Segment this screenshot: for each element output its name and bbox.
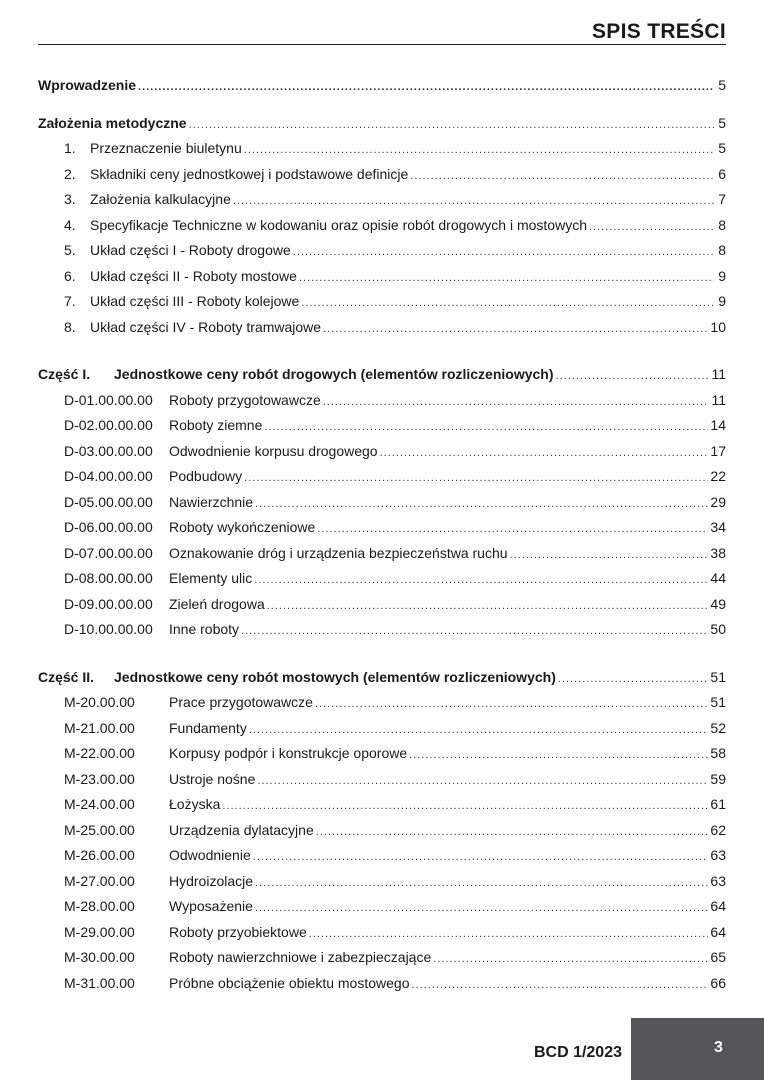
toc-page-number: 34 — [710, 519, 726, 535]
toc-entry-code: D-03.00.00.00 — [64, 442, 153, 459]
dot-leader — [317, 515, 708, 543]
toc-entry-code: M-21.00.00 — [64, 719, 135, 736]
toc-entry-label: Wyposażenie — [169, 898, 253, 914]
toc-page-number: 44 — [710, 570, 726, 586]
toc-entry-code: D-01.00.00.00 — [64, 391, 153, 408]
issue-label: BCD 1/2023 — [533, 1044, 622, 1061]
toc-entry-label: Prace przygotowawcze — [169, 694, 313, 710]
toc-entry-label: Łożyska — [169, 796, 221, 812]
toc-entry[interactable] — [38, 213, 726, 239]
toc-page-number: 9 — [718, 267, 726, 284]
dot-leader — [255, 869, 708, 897]
toc-section-methodology[interactable] — [38, 111, 726, 137]
toc-entry-number: 2. — [64, 165, 76, 182]
toc-entry[interactable] — [38, 566, 726, 592]
toc-page-number: 11 — [711, 391, 726, 408]
dot-leader — [409, 741, 708, 769]
toc-entry-label: Roboty nawierzchniowe i zabezpieczające — [169, 949, 432, 965]
dot-leader — [257, 767, 708, 795]
toc-page-number: 8 — [718, 242, 726, 258]
toc-page-number: 65 — [710, 949, 726, 965]
toc-section-label: Założenia metodyczne — [38, 114, 187, 131]
toc-page-number: 52 — [710, 719, 726, 736]
toc-entry-label: Elementy ulic — [169, 570, 253, 586]
toc-entry-code: D-06.00.00.00 — [64, 519, 153, 535]
toc-entry[interactable] — [38, 792, 726, 818]
page-title: SPIS TREŚCI — [592, 20, 726, 43]
toc-entry-label: Założenia kalkulacyjne — [90, 191, 231, 207]
toc-entry[interactable] — [38, 490, 726, 516]
toc-entry[interactable] — [38, 439, 726, 465]
toc-entry-code: M-24.00.00 — [64, 796, 135, 812]
toc-entry-code: D-04.00.00.00 — [64, 468, 153, 484]
toc-page-number: 38 — [710, 544, 726, 561]
toc-entry-label: Roboty przyobiektowe — [169, 923, 307, 940]
toc-entry[interactable] — [38, 413, 726, 439]
toc-entry[interactable] — [38, 767, 726, 793]
dot-leader — [138, 73, 714, 101]
toc-page-number: 10 — [710, 318, 726, 335]
toc-entry-code: M-31.00.00 — [64, 974, 135, 991]
toc-entry[interactable] — [38, 894, 726, 920]
toc-page-number: 11 — [711, 366, 726, 382]
toc-page-number: 64 — [710, 923, 726, 940]
toc-entry-label: Składniki ceny jednostkowej i podstawowe definicje — [90, 165, 409, 182]
toc-entry-label: Specyfikacje Techniczne w kodowaniu oraz opisie robót drogowych i mostowych — [90, 216, 587, 233]
toc-entry-code: M-26.00.00 — [64, 847, 135, 863]
toc-page-number: 59 — [710, 770, 726, 787]
part-title: Jednostkowe ceny robót mostowych (elementów rozliczeniowych) — [114, 668, 556, 685]
toc-entry[interactable] — [38, 515, 726, 541]
table-of-contents — [38, 73, 726, 996]
dot-leader — [255, 490, 708, 518]
toc-entry[interactable] — [38, 464, 726, 490]
toc-entry-number: 6. — [64, 267, 76, 284]
toc-entry-label: Roboty ziemne — [169, 417, 263, 433]
dot-leader — [299, 264, 714, 292]
toc-entry-code: D-02.00.00.00 — [64, 417, 153, 433]
toc-entry[interactable] — [38, 289, 726, 315]
toc-entry-label: Wprowadzenie — [38, 77, 137, 93]
toc-entry-number: 8. — [64, 318, 76, 335]
dot-leader — [267, 592, 709, 620]
toc-page-number: 14 — [710, 417, 726, 433]
toc-entry-number: 1. — [64, 140, 76, 156]
toc-entry[interactable] — [38, 162, 726, 188]
page-number: 3 — [714, 1039, 723, 1056]
toc-page-number: 64 — [710, 898, 726, 914]
toc-entry-label: Odwodnienie — [169, 847, 251, 863]
toc-entry[interactable] — [38, 388, 726, 414]
toc-entry-label: Urządzenia dylatacyjne — [169, 821, 314, 838]
toc-entry-code: D-05.00.00.00 — [64, 493, 153, 510]
toc-part-2-heading[interactable] — [38, 665, 726, 691]
toc-entry[interactable] — [38, 843, 726, 869]
toc-entry-code: D-07.00.00.00 — [64, 544, 153, 561]
toc-entry-code: M-29.00.00 — [64, 923, 135, 940]
dot-leader — [410, 162, 714, 190]
dot-leader — [315, 690, 708, 718]
dot-leader — [233, 187, 714, 215]
dot-leader — [380, 439, 709, 467]
toc-entry-number: 5. — [64, 242, 76, 258]
toc-page-number: 63 — [710, 872, 726, 889]
toc-entry-label: Fundamenty — [169, 719, 247, 736]
page-footer — [0, 1028, 764, 1080]
toc-page-number: 5 — [718, 114, 726, 131]
dot-leader — [433, 945, 708, 973]
toc-entry[interactable] — [38, 541, 726, 567]
toc-page-number: 58 — [710, 745, 726, 761]
toc-entry-label: Przeznaczenie biuletynu — [90, 140, 242, 156]
toc-page-number: 66 — [710, 974, 726, 991]
dot-leader — [264, 413, 708, 441]
dot-leader — [255, 894, 709, 922]
toc-entry[interactable] — [38, 741, 726, 767]
toc-entry[interactable] — [38, 716, 726, 742]
dot-leader — [249, 716, 709, 744]
header-divider — [38, 44, 726, 45]
toc-entry-label: Układ części I - Roboty drogowe — [90, 242, 291, 258]
toc-entry[interactable] — [38, 617, 726, 643]
toc-entry-label: Roboty wykończeniowe — [169, 519, 316, 535]
toc-entry-code: M-27.00.00 — [64, 872, 135, 889]
toc-page-number: 51 — [710, 668, 726, 685]
toc-entry[interactable] — [38, 315, 726, 341]
toc-entry[interactable] — [38, 920, 726, 946]
dot-leader — [241, 617, 708, 645]
toc-entry-label: Odwodnienie korpusu drogowego — [169, 442, 378, 459]
toc-page-number: 49 — [710, 595, 726, 612]
toc-page-number: 50 — [710, 621, 726, 637]
toc-page-number: 5 — [718, 140, 726, 156]
dot-leader — [301, 289, 714, 317]
toc-entry[interactable] — [38, 238, 726, 264]
dot-leader — [558, 665, 709, 693]
toc-entry-intro[interactable] — [38, 73, 726, 99]
toc-entry[interactable] — [38, 690, 726, 716]
dot-leader — [222, 792, 708, 820]
methodology-list — [38, 136, 726, 340]
toc-page-number: 7 — [718, 191, 726, 207]
dot-leader — [323, 388, 710, 416]
dot-leader — [412, 971, 709, 999]
toc-entry-code: D-08.00.00.00 — [64, 570, 153, 586]
toc-page-number: 6 — [718, 165, 726, 182]
part-1-list — [38, 388, 726, 643]
toc-entry-label: Zieleń drogowa — [169, 595, 265, 612]
toc-entry-code: M-23.00.00 — [64, 770, 135, 787]
toc-page-number: 22 — [710, 468, 726, 484]
toc-page-number: 8 — [718, 216, 726, 233]
dot-leader — [510, 541, 709, 569]
toc-entry-label: Inne roboty — [169, 621, 240, 637]
toc-entry[interactable] — [38, 869, 726, 895]
toc-page-number: 51 — [710, 694, 726, 710]
toc-page-number: 17 — [710, 442, 726, 459]
dot-leader — [556, 362, 710, 390]
part-label: Część I. — [38, 366, 91, 382]
toc-entry[interactable] — [38, 592, 726, 618]
toc-entry-number: 4. — [64, 216, 76, 233]
toc-page-number: 63 — [710, 847, 726, 863]
toc-entry-label: Korpusy podpór i konstrukcje oporowe — [169, 745, 408, 761]
dot-leader — [316, 818, 709, 846]
toc-entry[interactable] — [38, 818, 726, 844]
toc-entry-number: 7. — [64, 293, 76, 309]
dot-leader — [323, 315, 708, 343]
dot-leader — [293, 238, 714, 266]
toc-entry-code: M-28.00.00 — [64, 898, 135, 914]
toc-entry-code: M-30.00.00 — [64, 949, 135, 965]
toc-entry-label: Hydroizolacje — [169, 872, 254, 889]
part-title: Jednostkowe ceny robót drogowych (elementów rozliczeniowych) — [114, 366, 554, 382]
toc-entry-label: Nawierzchnie — [169, 493, 254, 510]
dot-leader — [244, 464, 708, 492]
toc-entry[interactable] — [38, 971, 726, 997]
toc-entry[interactable] — [38, 264, 726, 290]
toc-entry-label: Układ części III - Roboty kolejowe — [90, 293, 300, 309]
toc-entry[interactable] — [38, 136, 726, 162]
dot-leader — [254, 566, 708, 594]
toc-entry-label: Ustroje nośne — [169, 770, 256, 787]
toc-part-1-heading[interactable] — [38, 362, 726, 388]
dot-leader — [189, 111, 714, 139]
toc-entry-label: Układ części IV - Roboty tramwajowe — [90, 318, 322, 335]
toc-entry-code: M-20.00.00 — [64, 694, 135, 710]
toc-page-number: 29 — [710, 493, 726, 510]
toc-page-number: 9 — [718, 293, 726, 309]
toc-entry-number: 3. — [64, 191, 76, 207]
toc-entry-code: M-22.00.00 — [64, 745, 135, 761]
dot-leader — [253, 843, 709, 871]
part-label: Część II. — [38, 668, 95, 685]
toc-entry-label: Roboty przygotowawcze — [169, 391, 321, 408]
toc-page-number: 62 — [710, 821, 726, 838]
toc-entry-code: D-09.00.00.00 — [64, 595, 153, 612]
toc-entry[interactable] — [38, 187, 726, 213]
dot-leader — [309, 920, 709, 948]
page-number-box — [631, 1018, 764, 1080]
toc-entry-label: Oznakowanie dróg i urządzenia bezpieczeństwa ruchu — [169, 544, 508, 561]
dot-leader — [589, 213, 714, 241]
toc-entry[interactable] — [38, 945, 726, 971]
toc-page-number: 5 — [718, 77, 726, 93]
dot-leader — [244, 136, 714, 164]
toc-entry-code: D-10.00.00.00 — [64, 621, 153, 637]
toc-entry-label: Podbudowy — [169, 468, 243, 484]
toc-entry-label: Próbne obciążenie obiektu mostowego — [169, 974, 410, 991]
toc-entry-code: M-25.00.00 — [64, 821, 135, 838]
toc-entry-label: Układ części II - Roboty mostowe — [90, 267, 297, 284]
toc-page-number: 61 — [710, 796, 726, 812]
part-2-list — [38, 690, 726, 996]
